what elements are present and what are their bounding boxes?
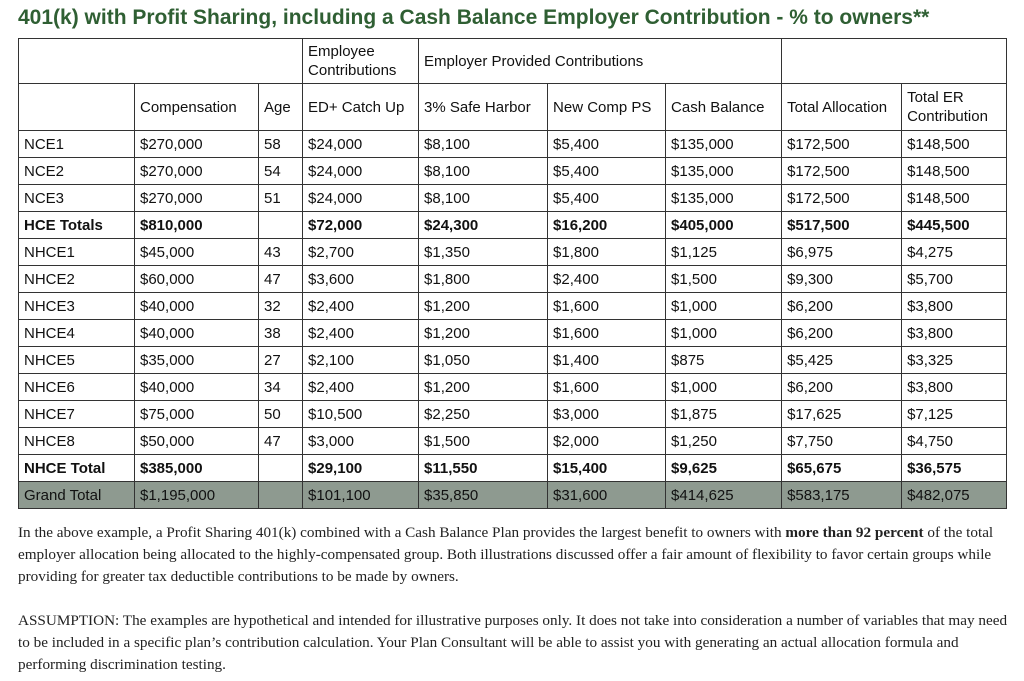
table-cell: $135,000 xyxy=(666,158,782,185)
table-cell: $135,000 xyxy=(666,185,782,212)
assumption-paragraph: ASSUMPTION: The examples are hypothetical and intended for illustrative purposes only. It does not take into consideration a number of variables that may need to be included in a specific plan’s contribution calculation. Your Plan Consultant will be able to assist you with generating an actual allocation formula and performing discrimination testing. xyxy=(18,612,1008,673)
table-row xyxy=(19,455,1007,482)
table-row xyxy=(19,401,1007,428)
table-cell: $148,500 xyxy=(902,185,1007,212)
table-cell: $4,275 xyxy=(902,239,1007,266)
table-cell: $270,000 xyxy=(135,131,259,158)
table-cell: $2,400 xyxy=(303,293,419,320)
table-row xyxy=(19,266,1007,293)
table-cell: $29,100 xyxy=(303,455,419,482)
column-header: Total Allocation xyxy=(782,84,902,131)
table-cell: $1,200 xyxy=(419,320,548,347)
table-cell: 32 xyxy=(259,293,303,320)
table-row xyxy=(19,212,1007,239)
table-cell: 51 xyxy=(259,185,303,212)
row-label-cell: NCE3 xyxy=(19,185,135,212)
table-cell: $8,100 xyxy=(419,185,548,212)
table-cell: $31,600 xyxy=(548,482,666,509)
table-cell: 43 xyxy=(259,239,303,266)
page-title: 401(k) with Profit Sharing, including a Cash Balance Employer Contribution - % to owners** xyxy=(18,6,930,29)
table-cell: $172,500 xyxy=(782,158,902,185)
table-cell: $40,000 xyxy=(135,374,259,401)
table-cell: $16,200 xyxy=(548,212,666,239)
table-cell: $7,125 xyxy=(902,401,1007,428)
table-cell: $3,600 xyxy=(303,266,419,293)
table-cell: $15,400 xyxy=(548,455,666,482)
explanation-paragraph xyxy=(18,522,1008,588)
table-cell: $5,400 xyxy=(548,158,666,185)
column-header: 3% Safe Harbor xyxy=(419,84,548,131)
table-row xyxy=(19,293,1007,320)
table-cell: $6,200 xyxy=(782,374,902,401)
table-cell: $75,000 xyxy=(135,401,259,428)
table-cell: 34 xyxy=(259,374,303,401)
table-cell: $810,000 xyxy=(135,212,259,239)
row-label-cell: HCE Totals xyxy=(19,212,135,239)
row-label-header xyxy=(19,84,135,131)
table-cell: $482,075 xyxy=(902,482,1007,509)
table-cell: $8,100 xyxy=(419,131,548,158)
table-cell: $10,500 xyxy=(303,401,419,428)
table-cell: $1,800 xyxy=(548,239,666,266)
table-cell: $2,000 xyxy=(548,428,666,455)
table-cell: $5,700 xyxy=(902,266,1007,293)
row-label-cell: NCE1 xyxy=(19,131,135,158)
table-cell: $5,400 xyxy=(548,185,666,212)
table-cell: 47 xyxy=(259,266,303,293)
table-cell: $2,700 xyxy=(303,239,419,266)
table-cell xyxy=(259,212,303,239)
row-label-cell: NCE2 xyxy=(19,158,135,185)
table-cell: $7,750 xyxy=(782,428,902,455)
table-cell: $35,850 xyxy=(419,482,548,509)
table-cell: $1,500 xyxy=(666,266,782,293)
column-header: ED+ Catch Up xyxy=(303,84,419,131)
table-cell: $11,550 xyxy=(419,455,548,482)
table-cell: 54 xyxy=(259,158,303,185)
table-cell: $3,800 xyxy=(902,374,1007,401)
contribution-table xyxy=(18,38,1007,509)
table-cell xyxy=(259,455,303,482)
table-cell: $40,000 xyxy=(135,293,259,320)
table-cell: $1,000 xyxy=(666,320,782,347)
table-cell: 58 xyxy=(259,131,303,158)
table-cell: $24,000 xyxy=(303,131,419,158)
table-cell: $50,000 xyxy=(135,428,259,455)
table-row xyxy=(19,482,1007,509)
table-cell: $17,625 xyxy=(782,401,902,428)
column-header: Cash Balance xyxy=(666,84,782,131)
table-cell: $148,500 xyxy=(902,131,1007,158)
table-cell: $72,000 xyxy=(303,212,419,239)
table-cell: 47 xyxy=(259,428,303,455)
table-cell: $875 xyxy=(666,347,782,374)
table-cell: $1,050 xyxy=(419,347,548,374)
table-cell: $36,575 xyxy=(902,455,1007,482)
table-cell: $9,625 xyxy=(666,455,782,482)
table-cell: $385,000 xyxy=(135,455,259,482)
row-label-cell: NHCE5 xyxy=(19,347,135,374)
table-cell: $1,600 xyxy=(548,293,666,320)
table-cell: $2,400 xyxy=(303,320,419,347)
table-row xyxy=(19,428,1007,455)
table-cell: $3,000 xyxy=(548,401,666,428)
table-cell: $270,000 xyxy=(135,158,259,185)
explanation-text-start: In the above example, a Profit Sharing 401(k) combined with a Cash Balance Plan provides the largest benefit to owners with xyxy=(18,524,786,541)
table-row xyxy=(19,131,1007,158)
table-cell: $1,195,000 xyxy=(135,482,259,509)
table-cell: $2,100 xyxy=(303,347,419,374)
row-label-cell: NHCE8 xyxy=(19,428,135,455)
table-row xyxy=(19,347,1007,374)
table-cell: $24,000 xyxy=(303,185,419,212)
table-cell: $1,350 xyxy=(419,239,548,266)
table-cell: $414,625 xyxy=(666,482,782,509)
table-cell: $445,500 xyxy=(902,212,1007,239)
table-cell: $5,425 xyxy=(782,347,902,374)
row-label-cell: NHCE7 xyxy=(19,401,135,428)
table-row xyxy=(19,239,1007,266)
table-row xyxy=(19,185,1007,212)
column-header: Age xyxy=(259,84,303,131)
table-cell: 50 xyxy=(259,401,303,428)
table-cell: $4,750 xyxy=(902,428,1007,455)
table-cell: $3,000 xyxy=(303,428,419,455)
row-label-cell: NHCE6 xyxy=(19,374,135,401)
table-row xyxy=(19,158,1007,185)
table-body xyxy=(19,39,1007,509)
column-header: Total ER Contribution xyxy=(902,84,1007,131)
table-cell: $1,600 xyxy=(548,374,666,401)
table-cell: $517,500 xyxy=(782,212,902,239)
table-cell: 38 xyxy=(259,320,303,347)
table-cell: $6,975 xyxy=(782,239,902,266)
table-cell: $270,000 xyxy=(135,185,259,212)
table-cell: $1,000 xyxy=(666,374,782,401)
row-label-cell: NHCE1 xyxy=(19,239,135,266)
table-cell: $1,000 xyxy=(666,293,782,320)
table-cell: $1,125 xyxy=(666,239,782,266)
table-cell: $2,400 xyxy=(303,374,419,401)
table-cell xyxy=(259,482,303,509)
table-row xyxy=(19,320,1007,347)
table-cell: $45,000 xyxy=(135,239,259,266)
table-cell: $65,675 xyxy=(782,455,902,482)
table-cell: $172,500 xyxy=(782,185,902,212)
table-cell: $9,300 xyxy=(782,266,902,293)
table-cell: $2,400 xyxy=(548,266,666,293)
row-label-cell: NHCE Total xyxy=(19,455,135,482)
table-cell: $8,100 xyxy=(419,158,548,185)
table-cell: $35,000 xyxy=(135,347,259,374)
employer-contributions-header: Employer Provided Contributions xyxy=(419,39,782,84)
explanation-emphasis: more than 92 percent xyxy=(785,524,924,541)
table-cell: $2,250 xyxy=(419,401,548,428)
table-cell: $3,800 xyxy=(902,293,1007,320)
row-label-cell: NHCE3 xyxy=(19,293,135,320)
row-label-cell: Grand Total xyxy=(19,482,135,509)
header-blank-cell xyxy=(19,39,303,84)
table-cell: $3,325 xyxy=(902,347,1007,374)
table-cell: $101,100 xyxy=(303,482,419,509)
explanation-text-end: of the total employer allocation being allocated to the highly-compensated group. Both illustrations discussed offer a fair amount of flexibility to favor certain groups while providing for greater tax deductible contributions to be made by owners. xyxy=(18,524,994,585)
table-cell: $1,875 xyxy=(666,401,782,428)
table-cell: $135,000 xyxy=(666,131,782,158)
table-cell: $1,800 xyxy=(419,266,548,293)
group-header-row xyxy=(19,39,1007,84)
table-cell: $1,600 xyxy=(548,320,666,347)
table-cell: $6,200 xyxy=(782,320,902,347)
table-cell: $40,000 xyxy=(135,320,259,347)
table-cell: $1,200 xyxy=(419,374,548,401)
table-row xyxy=(19,374,1007,401)
table-cell: $583,175 xyxy=(782,482,902,509)
table-cell: $1,400 xyxy=(548,347,666,374)
table-cell: 27 xyxy=(259,347,303,374)
table-cell: $172,500 xyxy=(782,131,902,158)
column-header: Compensation xyxy=(135,84,259,131)
table-cell: $6,200 xyxy=(782,293,902,320)
table-cell: $24,300 xyxy=(419,212,548,239)
table-cell: $1,250 xyxy=(666,428,782,455)
table-cell: $1,200 xyxy=(419,293,548,320)
employee-contributions-header: Employee Contributions xyxy=(303,39,419,84)
table-cell: $24,000 xyxy=(303,158,419,185)
row-label-cell: NHCE2 xyxy=(19,266,135,293)
table-cell: $60,000 xyxy=(135,266,259,293)
table-cell: $148,500 xyxy=(902,158,1007,185)
table-cell: $405,000 xyxy=(666,212,782,239)
row-label-cell: NHCE4 xyxy=(19,320,135,347)
column-header: New Comp PS xyxy=(548,84,666,131)
table-cell: $3,800 xyxy=(902,320,1007,347)
table-cell: $1,500 xyxy=(419,428,548,455)
header-blank-cell-right xyxy=(782,39,1007,84)
column-header-row xyxy=(19,84,1007,131)
table-cell: $5,400 xyxy=(548,131,666,158)
